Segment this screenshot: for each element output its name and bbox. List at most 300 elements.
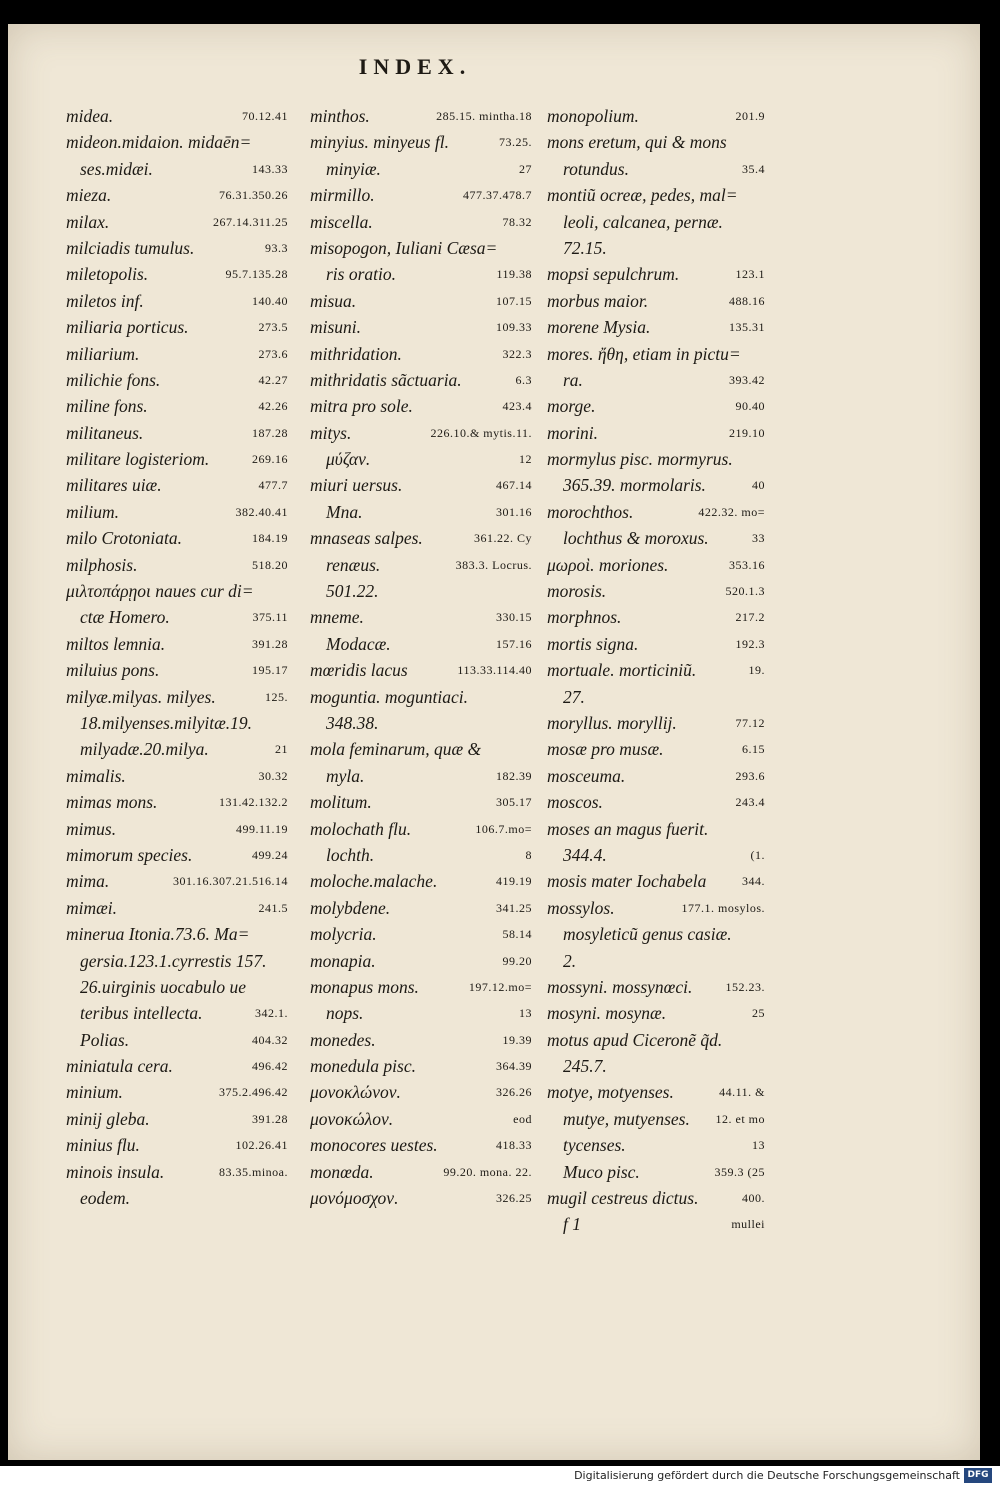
entry-term: leoli, calcanea, pernæ. — [563, 211, 723, 232]
index-entry — [310, 261, 532, 287]
entry-term: militares uiæ. — [66, 475, 162, 496]
entry-page-refs: 241.5 — [258, 900, 288, 915]
entry-term: milyæ.milyas. milyes. — [66, 686, 216, 707]
entry-term: μιλτοπάρῃοι naues cur di= — [66, 581, 254, 602]
entry-page-refs: 182.39 — [496, 768, 532, 783]
index-entry — [547, 393, 765, 419]
entry-page-refs: 6.3 — [515, 372, 532, 387]
entry-term: misuni. — [310, 317, 362, 338]
index-entry — [547, 261, 765, 287]
entry-term: 348.38. — [326, 712, 379, 733]
entry-term: mosæ pro musæ. — [547, 739, 664, 760]
entry-page-refs: 341.25 — [496, 900, 532, 915]
entry-term: monapus mons. — [310, 976, 419, 997]
page-title: INDEX. — [358, 54, 472, 79]
entry-page-refs: 70.12.41 — [242, 109, 288, 123]
index-entry — [547, 525, 765, 551]
index-entry — [310, 393, 532, 419]
index-entry — [310, 816, 532, 842]
entry-term: minerua Itonia.73.6. Ma= — [66, 924, 250, 945]
index-entry — [66, 235, 288, 261]
entry-term: mimus. — [66, 818, 117, 839]
entry-term: μονοκώλον. — [310, 1108, 394, 1129]
entry-term: mimæi. — [66, 897, 118, 918]
index-entry — [66, 895, 288, 921]
entry-term: mortis signa. — [547, 633, 639, 654]
entry-term: morosis. — [547, 581, 607, 602]
index-entry — [547, 499, 765, 525]
entry-term: miline fons. — [66, 396, 148, 417]
entry-term: μωροὶ. moriones. — [547, 554, 669, 575]
entry-term: 27. — [563, 686, 585, 707]
entry-term: molochath flu. — [310, 818, 412, 839]
entry-page-refs: 273.6 — [258, 346, 288, 361]
entry-term: milo Crotoniata. — [66, 528, 183, 549]
entry-page-refs: 301.16 — [496, 504, 532, 519]
entry-term: miuri uersus. — [310, 475, 403, 496]
index-entry — [547, 1027, 765, 1053]
index-entry — [547, 921, 765, 947]
entry-term: motus apud Ciceronẽ q̃d. — [547, 1029, 723, 1050]
entry-term: miniatula cera. — [66, 1056, 173, 1077]
entry-page-refs: 305.17 — [496, 795, 532, 810]
entry-term: 501.22. — [326, 581, 379, 602]
entry-term: morini. — [547, 422, 599, 443]
entry-page-refs: 353.16 — [729, 557, 765, 572]
index-entry — [66, 182, 288, 208]
index-entry — [66, 816, 288, 842]
index-entry — [310, 895, 532, 921]
entry-term: tycenses. — [563, 1135, 626, 1156]
entry-term: miscella. — [310, 211, 373, 232]
index-entry — [310, 684, 532, 710]
index-entry — [547, 842, 765, 868]
entry-term: mopsi sepulchrum. — [547, 264, 680, 285]
entry-page-refs: 404.32 — [252, 1032, 288, 1047]
index-entry — [310, 472, 532, 498]
entry-term: minthos. — [310, 106, 370, 126]
entry-page-refs: 35.4 — [742, 161, 765, 176]
index-entry — [547, 209, 765, 235]
entry-page-refs: 177.1. mosylos. — [681, 900, 765, 915]
entry-term: lochth. — [326, 844, 375, 865]
entry-term: mieza. — [66, 185, 112, 206]
index-entry — [547, 182, 765, 208]
entry-page-refs: 197.12.mo= — [468, 979, 532, 994]
entry-term: 245.7. — [563, 1056, 607, 1077]
index-entry — [66, 552, 288, 578]
entry-term: midea. — [66, 106, 114, 126]
index-entry — [547, 552, 765, 578]
index-entry — [547, 948, 765, 974]
entry-term: eodem. — [80, 1188, 131, 1209]
entry-term: molybdene. — [310, 897, 391, 918]
entry-term: milyadæ.20.milya. — [80, 739, 209, 760]
entry-page-refs: 99.20 — [502, 953, 532, 968]
entry-term: mons eretum, qui & mons — [547, 132, 727, 153]
entry-page-refs: 102.26.41 — [235, 1138, 288, 1153]
index-entry — [310, 103, 532, 129]
entry-term: f 1 — [563, 1214, 581, 1235]
entry-page-refs: 83.35.minoa. — [219, 1164, 288, 1179]
index-entry — [310, 525, 532, 551]
index-entry — [547, 631, 765, 657]
entry-term: mosyni. mosynæ. — [547, 1003, 667, 1024]
entry-page-refs: 107.15 — [496, 293, 532, 308]
index-entry — [66, 1159, 288, 1185]
entry-term: minyiæ. — [326, 158, 381, 179]
index-entry — [310, 1027, 532, 1053]
entry-term: mugil cestreus dictus. — [547, 1188, 699, 1209]
index-entry — [66, 129, 288, 155]
index-entry — [547, 868, 765, 894]
entry-page-refs: 90.40 — [735, 399, 765, 414]
entry-page-refs: 140.40 — [252, 293, 288, 308]
entry-term: myla. — [326, 765, 365, 786]
entry-term: 365.39. mormolaris. — [563, 475, 706, 496]
index-entry — [66, 525, 288, 551]
entry-term: miletopolis. — [66, 264, 149, 285]
index-entry — [66, 367, 288, 393]
entry-page-refs: 21 — [275, 742, 288, 757]
entry-page-refs: 12. et mo — [715, 1111, 765, 1126]
entry-term: minius flu. — [66, 1135, 140, 1156]
index-entry — [547, 816, 765, 842]
index-entry — [66, 288, 288, 314]
entry-page-refs: 25 — [752, 1006, 765, 1021]
entry-page-refs: 391.28 — [252, 1111, 288, 1126]
entry-page-refs: 135.31 — [729, 320, 765, 335]
entry-page-refs: 322.3 — [502, 346, 532, 361]
index-entry — [310, 367, 532, 393]
entry-term: nops. — [326, 1003, 364, 1024]
entry-page-refs: 243.4 — [735, 795, 765, 810]
entry-term: moscos. — [547, 792, 603, 813]
entry-term: mithridation. — [310, 343, 402, 364]
entry-page-refs: 499.24 — [252, 847, 288, 862]
index-entry — [547, 1000, 765, 1026]
entry-term: miletos inf. — [66, 290, 144, 311]
entry-page-refs: 269.16 — [252, 452, 288, 467]
entry-page-refs: 496.42 — [252, 1059, 288, 1074]
entry-term: montiũ ocreæ, pedes, mal= — [547, 185, 738, 206]
entry-page-refs: 422.32. mo= — [698, 504, 765, 519]
index-entry — [66, 1132, 288, 1158]
index-entry — [547, 1132, 765, 1158]
entry-page-refs: 187.28 — [252, 425, 288, 440]
entry-page-refs: 467.14 — [496, 478, 532, 493]
entry-term: milium. — [66, 501, 119, 522]
entry-page-refs: 285.15. mintha.18 — [436, 109, 532, 123]
entry-term: minyius. minyeus fl. — [310, 132, 450, 153]
entry-term: morochthos. — [547, 501, 634, 522]
entry-term: miluius pons. — [66, 660, 160, 681]
entry-page-refs: 195.17 — [252, 663, 288, 678]
entry-page-refs: eod — [513, 1111, 532, 1126]
index-entry — [66, 631, 288, 657]
entry-page-refs: 12 — [519, 452, 532, 467]
entry-term: 26.uirginis uocabulo ue — [80, 976, 247, 997]
entry-page-refs: 73.25. — [499, 135, 532, 150]
entry-page-refs: 33 — [752, 531, 765, 546]
entry-page-refs: 157.16 — [496, 636, 532, 651]
entry-page-refs: 393.42 — [729, 372, 765, 387]
entry-term: mosyleticũ genus casiæ. — [563, 924, 732, 945]
index-entry — [66, 393, 288, 419]
entry-page-refs: 6.15 — [742, 742, 765, 757]
entry-term: Muco pisc. — [563, 1161, 640, 1182]
index-entry — [547, 1211, 765, 1237]
entry-page-refs: 423.4 — [502, 399, 532, 414]
index-entry — [310, 288, 532, 314]
index-entry — [66, 314, 288, 340]
index-entry — [547, 156, 765, 182]
index-entry — [547, 604, 765, 630]
entry-page-refs: 201.9 — [735, 109, 765, 123]
index-entry — [66, 156, 288, 182]
index-entry — [66, 472, 288, 498]
entry-page-refs: 418.33 — [496, 1138, 532, 1153]
index-column-2 — [310, 103, 532, 1211]
entry-term: mossylos. — [547, 897, 615, 918]
entry-term: rotundus. — [563, 158, 629, 179]
index-entry — [66, 1053, 288, 1079]
entry-page-refs: 19.39 — [502, 1032, 532, 1047]
index-entry — [310, 763, 532, 789]
index-entry — [310, 578, 532, 604]
index-entry — [547, 1079, 765, 1105]
index-entry — [310, 314, 532, 340]
entry-term: mideon.midaion. midaēn= — [66, 132, 252, 153]
entry-term: mithridatis sãctuaria. — [310, 369, 462, 390]
entry-page-refs: 109.33 — [496, 320, 532, 335]
entry-page-refs: 293.6 — [735, 768, 765, 783]
index-entry — [547, 1159, 765, 1185]
index-entry — [547, 341, 765, 367]
entry-page-refs: 125. — [265, 689, 288, 704]
index-entry — [66, 604, 288, 630]
entry-term: molycria. — [310, 924, 377, 945]
entry-term: mneme. — [310, 607, 364, 628]
entry-term: teribus intellecta. — [80, 1003, 203, 1024]
entry-term: moguntia. moguntiaci. — [310, 686, 468, 707]
index-entry — [66, 1079, 288, 1105]
entry-page-refs: 326.26 — [496, 1085, 532, 1100]
index-entry — [66, 209, 288, 235]
index-entry — [66, 921, 288, 947]
index-entry — [310, 710, 532, 736]
entry-page-refs: 226.10.& mytis.11. — [430, 425, 532, 440]
index-entry — [310, 1132, 532, 1158]
entry-term: 18.milyenses.milyitæ.19. — [80, 712, 253, 733]
entry-term: mola feminarum, quæ & — [310, 739, 482, 760]
entry-page-refs: 330.15 — [496, 610, 532, 625]
index-entry — [547, 420, 765, 446]
index-entry — [547, 446, 765, 472]
index-entry — [66, 763, 288, 789]
entry-term: mirmillo. — [310, 185, 375, 206]
index-entry — [310, 921, 532, 947]
entry-term: mnaseas salpes. — [310, 528, 423, 549]
index-entry — [66, 736, 288, 762]
entry-term: mortuale. morticiniũ. — [547, 660, 697, 681]
index-entry — [547, 974, 765, 1000]
entry-page-refs: 217.2 — [735, 610, 765, 625]
entry-page-refs: 359.3 (25 — [714, 1164, 765, 1179]
index-entry — [547, 1106, 765, 1132]
entry-term: milichie fons. — [66, 369, 161, 390]
entry-page-refs: 375.11 — [252, 610, 288, 625]
index-entry — [547, 789, 765, 815]
index-entry — [66, 974, 288, 1000]
entry-term: 2. — [563, 950, 577, 971]
entry-page-refs: 488.16 — [729, 293, 765, 308]
entry-page-refs: 192.3 — [735, 636, 765, 651]
entry-term: ses.midæi. — [80, 158, 153, 179]
index-entry — [547, 736, 765, 762]
index-entry — [310, 789, 532, 815]
entry-term: minium. — [66, 1082, 123, 1103]
index-entry — [310, 235, 532, 261]
entry-term: ra. — [563, 369, 583, 390]
entry-page-refs: 342.1. — [255, 1006, 288, 1021]
index-entry — [547, 103, 765, 129]
entry-page-refs: 400. — [742, 1191, 765, 1206]
entry-page-refs: 40 — [752, 478, 765, 493]
index-entry — [66, 103, 288, 129]
entry-term: monopolium. — [547, 106, 639, 126]
entry-term: monœda. — [310, 1161, 374, 1182]
index-entry — [310, 1000, 532, 1026]
entry-page-refs: 152.23. — [725, 979, 765, 994]
entry-page-refs: 13 — [519, 1006, 532, 1021]
index-entry — [66, 1027, 288, 1053]
entry-page-refs: 95.7.135.28 — [225, 267, 288, 282]
entry-page-refs: 364.39 — [496, 1059, 532, 1074]
entry-term: Mna. — [326, 501, 363, 522]
entry-term: morene Mysia. — [547, 317, 651, 338]
entry-page-refs: 76.31.350.26 — [219, 188, 288, 203]
entry-term: mores. ἤθη, etiam in pictu= — [547, 343, 741, 364]
index-entry — [66, 710, 288, 736]
index-entry — [66, 341, 288, 367]
entry-term: milax. — [66, 211, 110, 232]
index-entry — [310, 341, 532, 367]
entry-page-refs: 184.19 — [252, 531, 288, 546]
entry-page-refs: 518.20 — [252, 557, 288, 572]
entry-term: miltos lemnia. — [66, 633, 166, 654]
entry-page-refs: 477.37.478.7 — [463, 188, 532, 203]
entry-page-refs: 93.3 — [265, 240, 288, 255]
index-entry — [547, 472, 765, 498]
entry-page-refs: 143.33 — [252, 161, 288, 176]
entry-page-refs: 361.22. Cy — [473, 531, 532, 546]
entry-page-refs: 19. — [748, 663, 765, 678]
entry-term: moryllus. moryllij. — [547, 712, 677, 733]
index-entry — [310, 446, 532, 472]
entry-page-refs: 382.40.41 — [235, 504, 288, 519]
entry-page-refs: 326.25 — [496, 1191, 532, 1206]
entry-term: mimas mons. — [66, 792, 158, 813]
index-entry — [310, 974, 532, 1000]
index-entry — [547, 710, 765, 736]
entry-term: mimalis. — [66, 765, 126, 786]
entry-term: mœridis lacus — [310, 660, 408, 681]
entry-term: mormylus pisc. mormyrus. — [547, 449, 733, 470]
entry-page-refs: 391.28 — [252, 636, 288, 651]
entry-term: molitum. — [310, 792, 372, 813]
entry-page-refs: (1. — [750, 847, 765, 862]
index-entry — [547, 657, 765, 683]
entry-term: milciadis tumulus. — [66, 237, 195, 258]
index-entry — [310, 552, 532, 578]
index-entry — [66, 789, 288, 815]
index-entry — [547, 288, 765, 314]
entry-term: μονόμοσχον. — [310, 1188, 399, 1209]
entry-page-refs: 499.11.19 — [235, 821, 288, 836]
index-entry — [310, 736, 532, 762]
index-entry — [66, 446, 288, 472]
index-entry — [310, 209, 532, 235]
index-entry — [66, 1000, 288, 1026]
entry-page-refs: 44.11. & — [719, 1085, 765, 1100]
index-column-1 — [66, 103, 288, 1211]
index-entry — [310, 842, 532, 868]
index-entry — [547, 1053, 765, 1079]
entry-term: μύζαν. — [326, 449, 371, 470]
entry-page-refs: 27 — [519, 161, 532, 176]
index-entry — [310, 948, 532, 974]
index-entry — [66, 657, 288, 683]
index-entry — [310, 156, 532, 182]
entry-page-refs: 99.20. mona. 22. — [443, 1164, 532, 1179]
entry-page-refs: 344. — [742, 874, 765, 889]
index-entry — [547, 1185, 765, 1211]
entry-page-refs: 8 — [525, 847, 532, 862]
entry-page-refs: 301.16.307.21.516.14 — [173, 874, 288, 889]
index-entry — [310, 182, 532, 208]
entry-term: mimorum species. — [66, 844, 193, 865]
entry-term: morphnos. — [547, 607, 622, 628]
entry-term: mossyni. mossynœci. — [547, 976, 693, 997]
index-column-3 — [547, 103, 765, 1238]
entry-term: ris oratio. — [326, 264, 397, 285]
entry-term: ctæ Homero. — [80, 607, 170, 628]
entry-page-refs: mullei — [731, 1217, 765, 1232]
index-entry — [310, 604, 532, 630]
index-entry — [66, 261, 288, 287]
index-entry — [547, 684, 765, 710]
index-entry — [310, 657, 532, 683]
entry-term: mosceuma. — [547, 765, 626, 786]
entry-page-refs: 113.33.114.40 — [457, 663, 532, 678]
entry-term: lochthus & moroxus. — [563, 528, 709, 549]
entry-term: monedula pisc. — [310, 1056, 416, 1077]
entry-term: mutye, mutyenses. — [563, 1108, 690, 1129]
index-entry — [547, 578, 765, 604]
index-entry — [547, 314, 765, 340]
entry-term: moloche.malache. — [310, 871, 438, 892]
index-entry — [310, 1106, 532, 1132]
entry-page-refs: 273.5 — [258, 320, 288, 335]
entry-term: milphosis. — [66, 554, 138, 575]
index-entry — [310, 1053, 532, 1079]
index-entry — [310, 420, 532, 446]
entry-term: 72.15. — [563, 237, 607, 258]
index-entry — [547, 235, 765, 261]
entry-term: renæus. — [326, 554, 381, 575]
entry-term: misua. — [310, 290, 357, 311]
